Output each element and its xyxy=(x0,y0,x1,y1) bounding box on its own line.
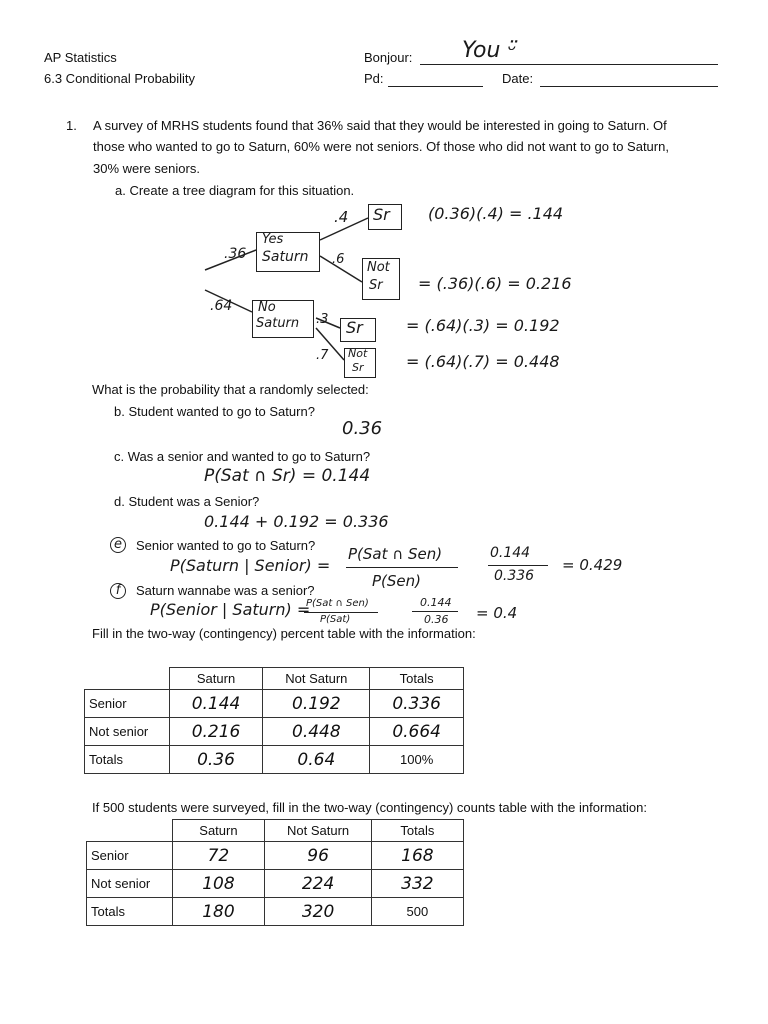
question-f-lhs: P(Senior | Saturn) = xyxy=(150,600,311,619)
no-not-sr-line2: Sr xyxy=(352,361,364,374)
question-f-fraction-bar xyxy=(304,612,378,613)
pd-label: Pd: xyxy=(364,71,384,86)
prob-no-sr: .3 xyxy=(316,312,329,327)
table-row xyxy=(87,842,464,870)
table2-cell: 108 xyxy=(172,870,265,898)
question-f-frac-bar xyxy=(412,611,458,612)
calc-no-not-sr: = (.64)(.7) = 0.448 xyxy=(406,352,560,371)
no-saturn-line1: No xyxy=(258,300,276,315)
table2-instruction: If 500 students were surveyed, fill in the two-way (contingency) counts table with the information: xyxy=(92,800,647,815)
question-b-label: b. Student wanted to go to Saturn? xyxy=(114,404,315,419)
prob-no-not-sr: .7 xyxy=(316,348,329,363)
counts-table xyxy=(86,819,464,926)
table1-cell: 0.36 xyxy=(169,746,263,774)
questions-intro: What is the probability that a randomly selected: xyxy=(92,382,369,397)
question-f-denominator: P(Sat) xyxy=(320,614,351,625)
question-e-result: = 0.429 xyxy=(562,556,623,574)
question-e-denominator: P(Sen) xyxy=(372,572,422,590)
problem-number: 1. xyxy=(66,118,77,133)
table-row xyxy=(85,746,464,774)
table2-cell: 320 xyxy=(265,898,371,926)
question-f-numerator: P(Sat ∩ Sen) xyxy=(306,598,369,609)
question-d-label: d. Student was a Senior? xyxy=(114,494,260,509)
prob-yes-sr: .4 xyxy=(334,208,349,226)
table1-row-label: Not senior xyxy=(85,718,170,746)
table2-corner xyxy=(87,820,173,842)
prob-yes-saturn: .36 xyxy=(224,246,247,262)
table-row xyxy=(87,898,464,926)
prob-no-saturn: .64 xyxy=(210,298,233,314)
table2-cell: 500 xyxy=(371,898,463,926)
question-e-lhs: P(Saturn | Senior) = xyxy=(170,556,331,575)
yes-saturn-line1: Yes xyxy=(262,232,284,247)
table1-instruction: Fill in the two-way (contingency) percent table with the information: xyxy=(92,626,476,641)
table1-header-totals: Totals xyxy=(370,668,464,690)
no-sr-label: Sr xyxy=(346,318,363,337)
prob-yes-not-sr: .6 xyxy=(332,252,345,267)
question-e-frac-num: 0.144 xyxy=(490,545,531,561)
question-d-answer: 0.144 + 0.192 = 0.336 xyxy=(204,512,389,531)
table1-row-label: Totals xyxy=(85,746,170,774)
yes-not-sr-line2: Sr xyxy=(369,278,383,293)
question-e-letter: e xyxy=(110,537,126,553)
table1-row-label: Senior xyxy=(85,690,170,718)
table2-row-label: Totals xyxy=(87,898,173,926)
table1-header-saturn: Saturn xyxy=(169,668,263,690)
question-f-result: = 0.4 xyxy=(476,604,518,622)
table2-cell: 72 xyxy=(172,842,265,870)
yes-saturn-line2: Saturn xyxy=(262,249,309,265)
question-e-frac-bar xyxy=(488,565,548,566)
problem-line-2: those who wanted to go to Saturn, 60% were not seniors. Of those who did not want to go to Saturn, xyxy=(93,139,669,154)
part-a-label: a. Create a tree diagram for this situation. xyxy=(115,183,355,198)
table1-cell: 0.336 xyxy=(370,690,464,718)
table1-cell: 0.664 xyxy=(370,718,464,746)
table1-cell: 0.216 xyxy=(169,718,263,746)
table2-cell: 332 xyxy=(371,870,463,898)
question-f-label: Saturn wannabe was a senior? xyxy=(136,583,315,598)
question-e-frac-den: 0.336 xyxy=(494,568,535,584)
question-b-answer: 0.36 xyxy=(342,418,383,439)
question-e-label: Senior wanted to go to Saturn? xyxy=(136,538,316,553)
question-c-answer: P(Sat ∩ Sr) = 0.144 xyxy=(204,466,371,486)
percent-table xyxy=(84,667,464,774)
no-saturn-line2: Saturn xyxy=(256,316,300,331)
table2-header-not-saturn: Not Saturn xyxy=(265,820,371,842)
table2-cell: 168 xyxy=(371,842,463,870)
problem-line-1: A survey of MRHS students found that 36% said that they would be interested in going to Saturn. Of xyxy=(93,118,667,133)
question-f-frac-den: 0.36 xyxy=(424,613,449,626)
table2-row-label: Not senior xyxy=(87,870,173,898)
table-row xyxy=(85,718,464,746)
calc-no-sr: = (.64)(.3) = 0.192 xyxy=(406,316,560,335)
table1-cell: 0.64 xyxy=(263,746,370,774)
yes-not-sr-line1: Not xyxy=(367,260,390,275)
table2-row-label: Senior xyxy=(87,842,173,870)
question-e-fraction-bar xyxy=(346,567,458,568)
table1-header-not-saturn: Not Saturn xyxy=(263,668,370,690)
bonjour-label: Bonjour: xyxy=(364,50,413,65)
table2-cell: 180 xyxy=(172,898,265,926)
table1-corner xyxy=(85,668,170,690)
table2-header-totals: Totals xyxy=(371,820,463,842)
question-c-label: c. Was a senior and wanted to go to Saturn? xyxy=(114,449,371,464)
table-row xyxy=(87,870,464,898)
table2-cell: 96 xyxy=(265,842,371,870)
question-f-letter: f xyxy=(110,583,126,599)
calc-yes-not-sr: = (.36)(.6) = 0.216 xyxy=(418,274,572,293)
table1-cell: 0.448 xyxy=(263,718,370,746)
question-f-frac-num: 0.144 xyxy=(420,596,452,609)
table2-header-saturn: Saturn xyxy=(172,820,265,842)
table1-cell: 0.192 xyxy=(263,690,370,718)
date-label: Date: xyxy=(502,71,534,86)
calc-yes-sr: (0.36)(.4) = .144 xyxy=(428,204,564,223)
no-not-sr-line1: Not xyxy=(348,347,368,360)
name-value: You ᵕ̈ xyxy=(462,38,517,63)
course-title: AP Statistics xyxy=(44,50,117,65)
section-title: 6.3 Conditional Probability xyxy=(44,71,196,86)
table-row xyxy=(85,690,464,718)
yes-sr-label: Sr xyxy=(373,205,390,224)
question-e-numerator: P(Sat ∩ Sen) xyxy=(348,545,443,563)
table1-cell: 0.144 xyxy=(169,690,263,718)
table2-cell: 224 xyxy=(265,870,371,898)
table1-cell: 100% xyxy=(370,746,464,774)
problem-line-3: 30% were seniors. xyxy=(93,161,200,176)
